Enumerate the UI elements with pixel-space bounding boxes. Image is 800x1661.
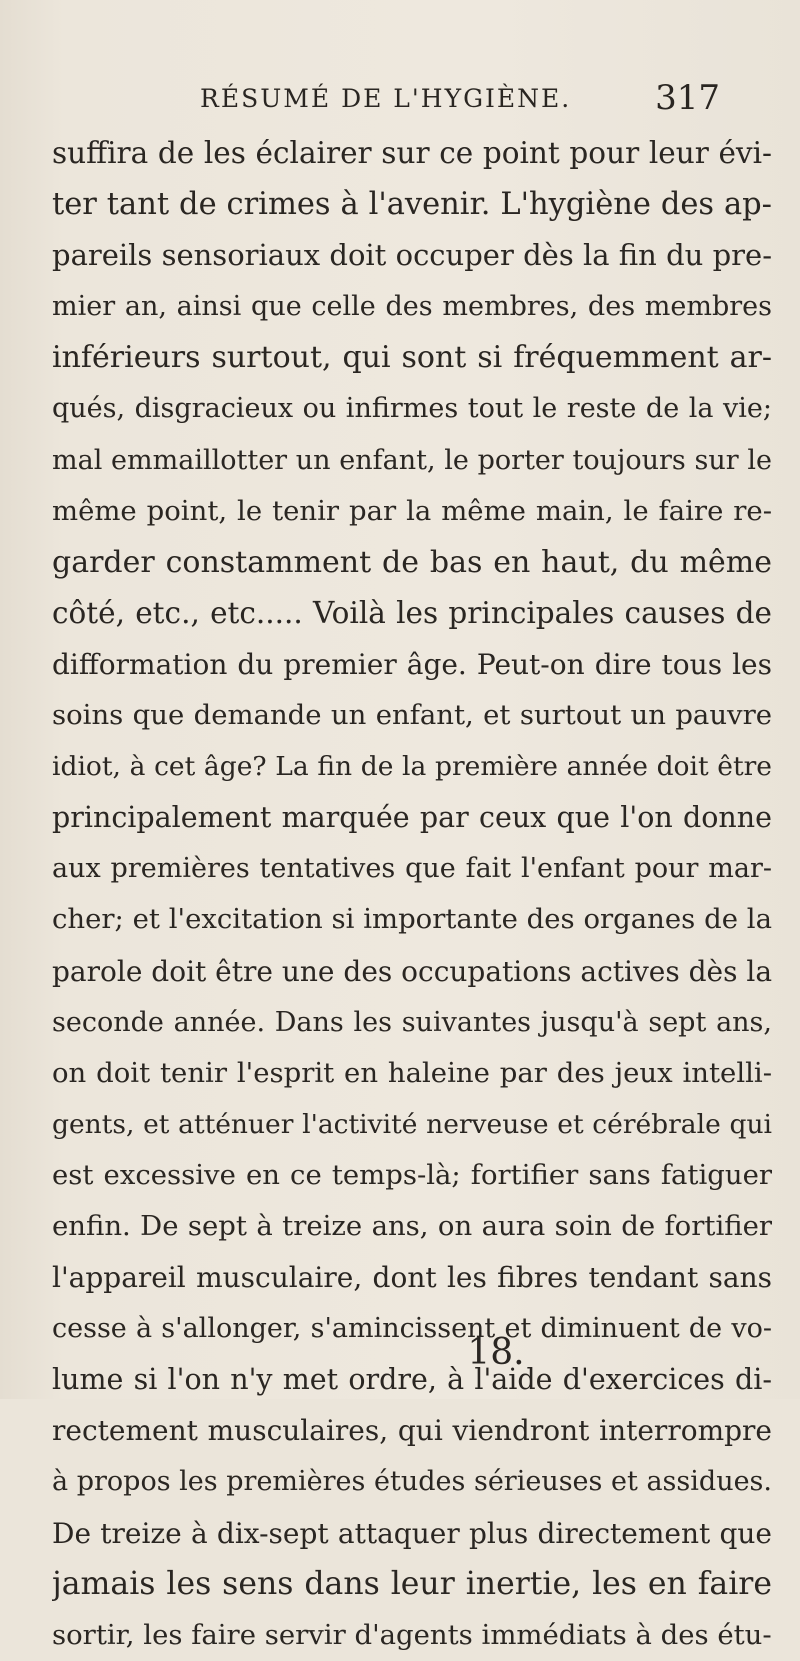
text-line: l'appareil musculaire, dont les fibres tendant sans — [52, 1261, 772, 1295]
signature-mark: 18. — [467, 1332, 525, 1373]
text-line: inférieurs surtout, qui sont si fréquemment ar- — [52, 340, 772, 376]
text-line: jamais les sens dans leur inertie, les en faire — [52, 1565, 772, 1602]
text-line: on doit tenir l'esprit en haleine par des jeux intelli- — [52, 1056, 772, 1089]
text-line: aux premières tentatives que fait l'enfant pour mar- — [52, 853, 772, 885]
text-line: ter tant de crimes à l'avenir. L'hygiène des ap- — [52, 187, 772, 223]
text-line: côté, etc., etc..... Voilà les principales causes de — [52, 595, 772, 630]
text-line: gents, et atténuer l'activité nerveuse et cérébrale qui — [52, 1108, 772, 1140]
text-line: mal emmaillotter un enfant, le porter toujours sur le — [52, 444, 772, 476]
text-line: seconde année. Dans les suivantes jusqu'à sept ans, — [52, 1006, 772, 1038]
text-line: à propos les premières études sérieuses et assidues. — [52, 1466, 772, 1498]
text-line: idiot, à cet âge? La fin de la première année doit être — [52, 751, 772, 783]
text-line: De treize à dix-sept attaquer plus directement que — [52, 1516, 772, 1550]
text-line: principalement marquée par ceux que l'on donne — [52, 801, 772, 835]
text-line: même point, le tenir par la même main, le faire re- — [52, 494, 772, 527]
text-line: lume si l'on n'y met ordre, à l'aide d'exercices di- — [52, 1363, 772, 1397]
text-line: mier an, ainsi que celle des membres, des membres — [52, 291, 772, 323]
text-line: enfin. De sept à treize ans, on aura soin de fortifier — [52, 1209, 772, 1242]
body-text — [52, 128, 772, 1661]
text-line: est excessive en ce temps-là; fortifier sans fatiguer — [52, 1158, 772, 1191]
text-line: cher; et l'excitation si importante des organes de la — [52, 903, 772, 936]
text-line: suffira de les éclairer sur ce point pour leur évi- — [52, 136, 772, 170]
running-header — [200, 78, 720, 118]
text-line: cesse à s'allonger, s'amincissent et diminuent de vo- — [52, 1313, 772, 1345]
page-number: 317 — [655, 78, 720, 118]
text-line: garder constamment de bas en haut, du même — [52, 544, 772, 580]
text-line: pareils sensoriaux doit occuper dès la fin du pre- — [52, 238, 772, 273]
text-line: difformation du premier âge. Peut-on dire tous les — [52, 647, 772, 681]
text-line: parole doit être une des occupations actives dès la — [52, 954, 772, 988]
text-line: sortir, les faire servir d'agents immédiats à des étu- — [52, 1618, 772, 1651]
running-title: RÉSUMÉ DE L'HYGIÈNE. — [200, 84, 572, 113]
text-line: soins que demande un enfant, et surtout un pauvre — [52, 699, 772, 732]
text-line: qués, disgracieux ou infirmes tout le reste de la vie; — [52, 393, 772, 425]
text-line: rectement musculaires, qui viendront interrompre — [52, 1414, 772, 1448]
